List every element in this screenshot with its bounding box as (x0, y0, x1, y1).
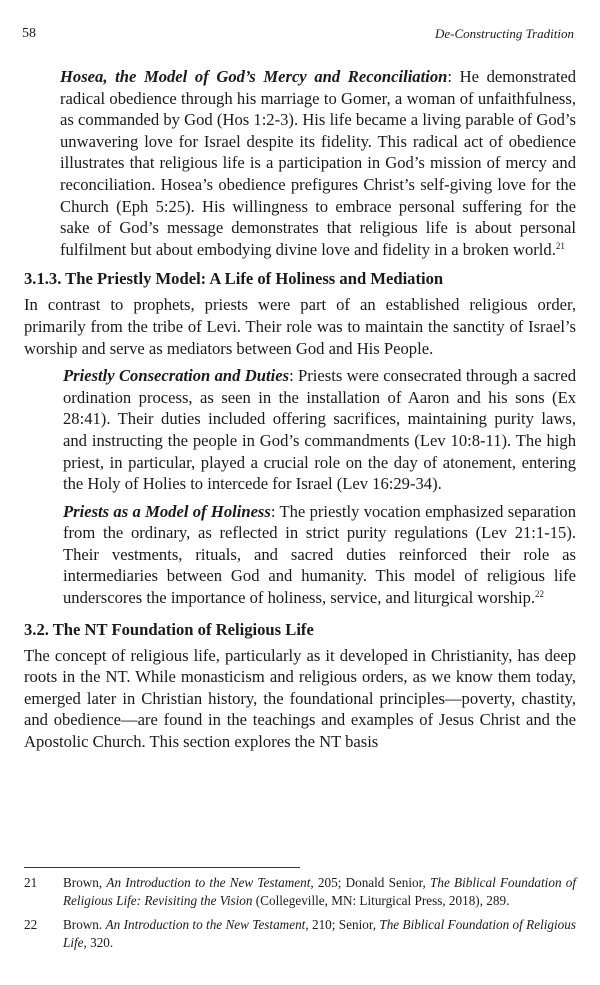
hosea-text: : He demonstrated radical obedience through his marriage to Gomer, a woman of unfaithfulness, as commanded by God (Hos 1:2-3). His life became a living parable of God’s unwavering love for Israel despite its fidelity. This radical act of obedience illustrates that religious life is a participation in God’s mission of mercy and reconciliation. Hosea’s obedience prefigures Christ’s self-giving love for the Church (Eph 5:25). His willingness to embrace personal suffering for the sake of God’s message demonstrates that religious life is about personal fulfilment but about embodying divine love and fidelity in a broken world. (60, 67, 576, 259)
consecration-paragraph (63, 365, 576, 495)
footnote-segment: Brown. (63, 917, 106, 932)
footnote-ref-22[interactable]: 22 (535, 589, 545, 600)
footnote-title: The Biblical Foundation of Religious Life: Revisiting the Vision (63, 875, 577, 908)
hosea-paragraph (60, 66, 576, 260)
priestly-intro-paragraph: In contrast to prophets, priests were part of an established religious order, primarily from the tribe of Levi. Their role was to maintain the sanctity of Israel’s worship and serve as mediators between God and His People. (24, 295, 576, 358)
page-header (22, 26, 574, 46)
footnote-text (63, 875, 576, 908)
footnote-title: An Introduction to the New Testament (106, 875, 311, 890)
footnote-segment: Brown, (63, 875, 107, 890)
holiness-paragraph (63, 501, 576, 609)
footnote-22 (24, 916, 576, 952)
nt-paragraph: The concept of religious life, particularly as it developed in Christianity, has deep roots in the NT. While monasticism and religious orders, as we know them today, emerged later in Christian history, the foundational principles—poverty, chastity, and obedience—are found in the teachings and examples of Jesus Christ and the Apostolic Church. This section explores the NT basis (24, 645, 576, 752)
footnote-segment: , 210; Senior, (305, 917, 380, 932)
section-heading-priestly-model: 3.1.3. The Priestly Model: A Life of Holiness and Mediation (24, 269, 444, 289)
footnote-number: 22 (24, 917, 38, 932)
holiness-lead: Priests as a Model of Holiness (63, 501, 271, 521)
footnote-21 (24, 874, 576, 910)
running-title: De-Constructing Tradition (434, 26, 574, 41)
footnote-ref-21[interactable]: 21 (555, 240, 565, 251)
footnotes (24, 874, 576, 952)
hosea-lead: Hosea, the Model of God’s Mercy and Reconciliation (60, 67, 448, 86)
footnote-title: An Introduction to the New Testament (105, 917, 306, 932)
footnote-divider (24, 867, 300, 868)
footnote-segment: , 205; Donald Senior, (310, 875, 431, 890)
holiness-text: : The priestly vocation emphasized separation from the ordinary, as reflected in strict purity regulations (Lev 21:1-15). Their vestments, rituals, and sacred duties reinforced their role as intermediaries between God and humanity. This model of religious life underscores the importance of holiness, service, and liturgical worship. (63, 501, 576, 608)
footnote-text (63, 917, 576, 950)
section-heading-nt-foundation: 3.2. The NT Foundation of Religious Life (24, 619, 314, 639)
footnote-number: 21 (24, 875, 38, 890)
page-number: 58 (22, 26, 36, 41)
page-body (24, 66, 576, 753)
footnote-segment: (Collegeville, MN: Liturgical Press, 2018), 289. (252, 893, 510, 908)
consecration-lead: Priestly Consecration and Duties (63, 366, 290, 386)
footnote-segment: , 320. (83, 935, 114, 950)
consecration-text: : Priests were consecrated through a sacred ordination process, as seen in the installation of Aaron and his sons (Ex 28:41). Their duties included offering sacrifices, maintaining purity laws, and instructing the people in God’s commandments (Lev 10:8-11). The high priest, in particular, played a crucial role on the day of atonement, entering the Holy of Holies to intercede for Israel (Lev 16:29-34). (63, 366, 577, 494)
footnote-title: The Biblical Foundation of Religious Life (63, 917, 576, 950)
